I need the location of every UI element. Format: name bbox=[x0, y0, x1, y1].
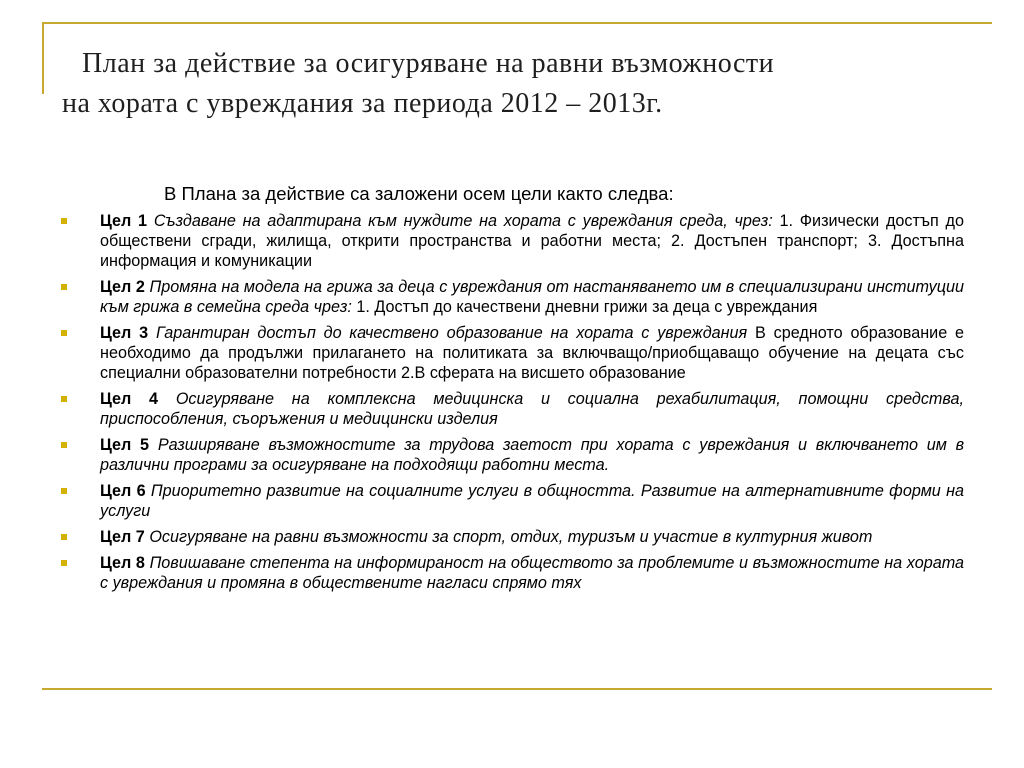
goal-item-3 bbox=[56, 323, 964, 383]
goal-title: Осигуряване на равни възможности за спорт, отдих, туризъм и участие в културния живот bbox=[149, 528, 873, 546]
top-rule bbox=[42, 22, 992, 24]
goal-label: Цел 8 bbox=[100, 554, 145, 572]
goal-item-1 bbox=[56, 211, 964, 271]
goal-title: Осигуряване на комплексна медицинска и социална рехабилитация, помощни средства, приспособления, съоръжения и медицински изделия bbox=[100, 390, 965, 428]
left-rule bbox=[42, 22, 44, 94]
goal-details: 1. Физически достъп до обществени сгради, жилища, открити пространства и работни места; 2. Достъпен транспорт; 3. Достъпна информация и комуникации bbox=[100, 212, 964, 270]
title-line-2: на хората с увреждания за периода 2012 – 2013г. bbox=[62, 88, 663, 119]
goal-label: Цел 1 bbox=[100, 212, 148, 230]
bullet-icon bbox=[61, 534, 67, 540]
intro-text: В Плана за действие са заложени осем цели както следва: bbox=[164, 183, 674, 204]
goal-item-8 bbox=[56, 553, 964, 593]
goal-title: Гарантиран достъп до качествено образование на хората с увреждания bbox=[155, 324, 748, 342]
bottom-rule bbox=[42, 688, 992, 690]
goal-details: 1. Достъп до качествени дневни грижи за деца с увреждания bbox=[351, 298, 818, 316]
bullet-icon bbox=[61, 284, 67, 290]
goal-label: Цел 5 bbox=[100, 436, 150, 454]
goals-list bbox=[56, 211, 964, 599]
goal-label: Цел 6 bbox=[100, 482, 146, 500]
bullet-icon bbox=[61, 396, 67, 402]
goal-item-6 bbox=[56, 481, 964, 521]
goal-title: Повишаване степента на информираност на обществото за проблемите и възможностите на хората с увреждания и промяна в обществените нагласи спрямо тях bbox=[100, 554, 965, 592]
goal-item-2 bbox=[56, 277, 964, 317]
goal-title: Разширяване възможностите за трудова заетост при хората с увреждания и включването им в различни програми за осигуряване на подходящи работни места. bbox=[100, 436, 965, 474]
goal-title: Промяна на модела на грижа за деца с увреждания от настаняването им в специализирани институции към грижа в семейна среда чрез: bbox=[100, 278, 965, 316]
goal-item-7 bbox=[56, 527, 964, 547]
bullet-icon bbox=[61, 218, 67, 224]
goal-item-5 bbox=[56, 435, 964, 475]
slide-title bbox=[62, 44, 972, 124]
bullet-icon bbox=[61, 488, 67, 494]
goal-label: Цел 7 bbox=[100, 528, 145, 546]
bullet-icon bbox=[61, 330, 67, 336]
goal-label: Цел 3 bbox=[100, 324, 149, 342]
goal-label: Цел 2 bbox=[100, 278, 145, 296]
goal-title: Приоритетно развитие на социалните услуги в общността. Развитие на алтернативните форми на услуги bbox=[100, 482, 964, 520]
goal-item-4 bbox=[56, 389, 964, 429]
goal-label: Цел 4 bbox=[100, 390, 159, 408]
title-line-1: План за действие за осигуряване на равни възможности bbox=[82, 48, 775, 79]
bullet-icon bbox=[61, 560, 67, 566]
goal-title: Създаване на адаптирана към нуждите на хората с увреждания среда, чрез: bbox=[153, 212, 773, 230]
bullet-icon bbox=[61, 442, 67, 448]
goal-details: В средното образование е необходимо да продължи прилагането на политиката за включващо/приобщаващо обучение на децата със специални образователни потребности 2.В сферата на висшето образование bbox=[100, 324, 965, 382]
